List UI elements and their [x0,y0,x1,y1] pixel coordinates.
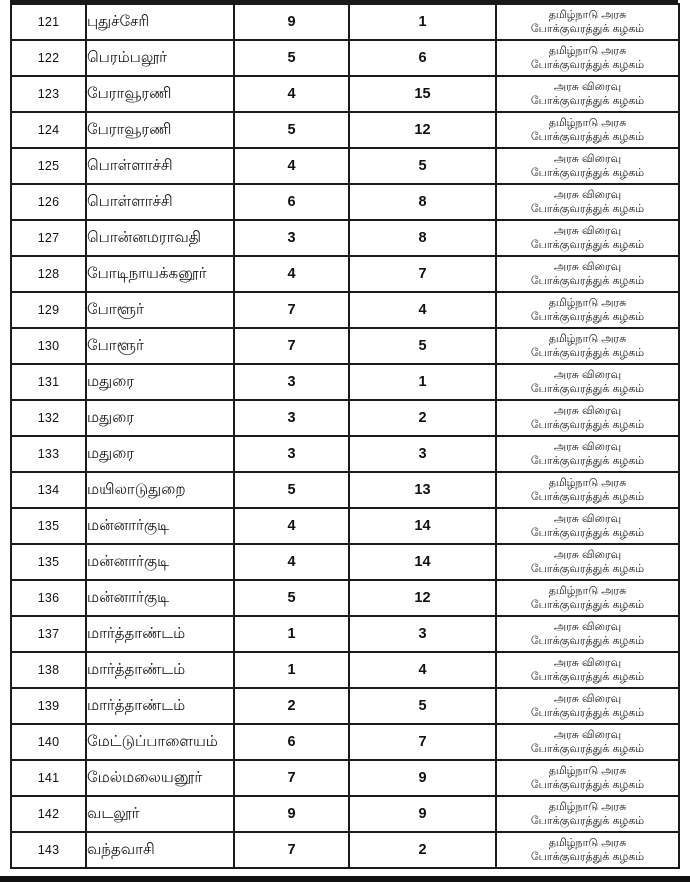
corporation-line-1: தமிழ்நாடு அரசு [548,476,627,489]
count-b-cell: 5 [349,148,496,184]
place-name-cell: மேட்டுப்பாளையம் [86,724,234,760]
table-row [11,724,679,760]
count-b-cell: 9 [349,796,496,832]
count-a-cell: 4 [234,256,349,292]
place-name-cell: பெரம்பலூர் [86,40,234,76]
count-a-cell: 2 [234,688,349,724]
table-row [11,580,679,616]
place-name-cell: வடலூர் [86,796,234,832]
table-row [11,760,679,796]
transport-corporation-cell [496,220,679,256]
serial-number-cell: 138 [11,652,86,688]
count-b-cell: 4 [349,652,496,688]
count-b-cell: 14 [349,508,496,544]
corporation-line-2: போக்குவரத்துக் கழகம் [530,23,645,35]
serial-number-cell: 128 [11,256,86,292]
count-a-cell: 5 [234,472,349,508]
place-name-cell: பொள்ளாச்சி [86,148,234,184]
count-b-cell: 4 [349,292,496,328]
corporation-line-2: போக்குவரத்துக் கழகம் [530,635,645,647]
corporation-line-2: போக்குவரத்துக் கழகம் [530,347,645,359]
corporation-line-2: போக்குவரத்துக் கழகம் [530,167,645,179]
transport-corporation-cell [496,400,679,436]
corporation-line-2: போக்குவரத்துக் கழகம் [530,239,645,251]
serial-number-cell: 135 [11,508,86,544]
count-a-cell: 3 [234,364,349,400]
corporation-line-1: அரசு விரைவு [553,728,622,741]
count-b-cell: 2 [349,832,496,868]
table-row [11,796,679,832]
transport-corporation-cell [496,580,679,616]
table-row [11,4,679,40]
table-row [11,832,679,868]
corporation-line-2: போக்குவரத்துக் கழகம் [530,383,645,395]
place-name-cell: போடிநாயக்கனூர் [86,256,234,292]
table-row [11,472,679,508]
table-row [11,112,679,148]
serial-number-cell: 133 [11,436,86,472]
transport-corporation-cell [496,328,679,364]
transport-corporation-cell [496,292,679,328]
corporation-line-2: போக்குவரத்துக் கழகம் [530,275,645,287]
serial-number-cell: 121 [11,4,86,40]
corporation-line-1: அரசு விரைவு [553,260,622,273]
transport-corporation-cell [496,544,679,580]
table-row [11,292,679,328]
count-b-cell: 12 [349,112,496,148]
transport-corporation-cell [496,436,679,472]
table-bottom-clip [0,876,690,882]
place-name-cell: மார்த்தாண்டம் [86,652,234,688]
table-row [11,184,679,220]
place-name-cell: பேராவூரணி [86,76,234,112]
transport-corporation-cell [496,832,679,868]
transport-corporation-cell [496,796,679,832]
count-a-cell: 7 [234,832,349,868]
count-a-cell: 1 [234,616,349,652]
count-b-cell: 8 [349,220,496,256]
place-name-cell: மதுரை [86,364,234,400]
place-name-cell: போளூர் [86,328,234,364]
count-b-cell: 12 [349,580,496,616]
corporation-line-2: போக்குவரத்துக் கழகம் [530,95,645,107]
corporation-line-2: போக்குவரத்துக் கழகம் [530,203,645,215]
count-b-cell: 8 [349,184,496,220]
table-row [11,616,679,652]
serial-number-cell: 134 [11,472,86,508]
corporation-line-1: அரசு விரைவு [553,152,622,165]
corporation-line-2: போக்குவரத்துக் கழகம் [530,743,645,755]
count-a-cell: 4 [234,508,349,544]
count-a-cell: 4 [234,148,349,184]
corporation-line-1: தமிழ்நாடு அரசு [548,800,627,813]
serial-number-cell: 141 [11,760,86,796]
count-b-cell: 14 [349,544,496,580]
serial-number-cell: 126 [11,184,86,220]
count-a-cell: 3 [234,400,349,436]
serial-number-cell: 127 [11,220,86,256]
corporation-line-2: போக்குவரத்துக் கழகம் [530,455,645,467]
count-a-cell: 6 [234,724,349,760]
table-row [11,508,679,544]
place-name-cell: மார்த்தாண்டம் [86,688,234,724]
transport-corporation-cell [496,760,679,796]
corporation-line-2: போக்குவரத்துக் கழகம் [530,419,645,431]
corporation-line-2: போக்குவரத்துக் கழகம் [530,491,645,503]
place-name-cell: மயிலாடுதுறை [86,472,234,508]
count-b-cell: 9 [349,760,496,796]
transport-corporation-cell [496,256,679,292]
serial-number-cell: 132 [11,400,86,436]
corporation-line-1: தமிழ்நாடு அரசு [548,836,627,849]
corporation-line-1: தமிழ்நாடு அரசு [548,44,627,57]
serial-number-cell: 140 [11,724,86,760]
transport-corporation-cell [496,40,679,76]
table-row [11,328,679,364]
count-b-cell: 13 [349,472,496,508]
corporation-line-1: அரசு விரைவு [553,548,622,561]
corporation-line-1: அரசு விரைவு [553,368,622,381]
corporation-line-1: தமிழ்நாடு அரசு [548,332,627,345]
corporation-line-1: தமிழ்நாடு அரசு [548,584,627,597]
corporation-line-2: போக்குவரத்துக் கழகம் [530,779,645,791]
transport-corporation-cell [496,148,679,184]
count-a-cell: 3 [234,220,349,256]
corporation-line-2: போக்குவரத்துக் கழகம் [530,599,645,611]
count-b-cell: 7 [349,256,496,292]
table-row [11,688,679,724]
count-b-cell: 3 [349,616,496,652]
count-a-cell: 5 [234,40,349,76]
count-a-cell: 6 [234,184,349,220]
corporation-line-2: போக்குவரத்துக் கழகம் [530,707,645,719]
corporation-line-1: அரசு விரைவு [553,224,622,237]
corporation-line-2: போக்குவரத்துக் கழகம் [530,59,645,71]
transport-corporation-cell [496,76,679,112]
place-name-cell: மன்னார்குடி [86,580,234,616]
table-row [11,148,679,184]
serial-number-cell: 125 [11,148,86,184]
count-a-cell: 7 [234,328,349,364]
table-row [11,652,679,688]
transport-corporation-cell [496,724,679,760]
count-a-cell: 9 [234,4,349,40]
count-b-cell: 5 [349,688,496,724]
table-row [11,256,679,292]
transport-corporation-cell [496,112,679,148]
corporation-line-1: தமிழ்நாடு அரசு [548,116,627,129]
transport-corporation-cell [496,616,679,652]
corporation-line-1: அரசு விரைவு [553,620,622,633]
corporation-line-2: போக்குவரத்துக் கழகம் [530,131,645,143]
count-a-cell: 5 [234,112,349,148]
place-name-cell: மன்னார்குடி [86,544,234,580]
transport-corporation-cell [496,472,679,508]
transport-corporation-cell [496,688,679,724]
corporation-line-1: அரசு விரைவு [553,512,622,525]
count-b-cell: 2 [349,400,496,436]
place-name-cell: வந்தவாசி [86,832,234,868]
corporation-line-2: போக்குவரத்துக் கழகம் [530,563,645,575]
corporation-line-1: அரசு விரைவு [553,188,622,201]
serial-number-cell: 122 [11,40,86,76]
corporation-line-1: தமிழ்நாடு அரசு [548,296,627,309]
table-row [11,76,679,112]
serial-number-cell: 124 [11,112,86,148]
corporation-line-1: அரசு விரைவு [553,404,622,417]
place-name-cell: பொன்னமராவதி [86,220,234,256]
count-b-cell: 3 [349,436,496,472]
transport-corporation-cell [496,652,679,688]
place-name-cell: புதுச்சேரி [86,4,234,40]
place-name-cell: மார்த்தாண்டம் [86,616,234,652]
serial-number-cell: 123 [11,76,86,112]
corporation-line-2: போக்குவரத்துக் கழகம் [530,815,645,827]
place-name-cell: மதுரை [86,436,234,472]
table-row [11,364,679,400]
place-name-cell: பேராவூரணி [86,112,234,148]
serial-number-cell: 129 [11,292,86,328]
count-a-cell: 1 [234,652,349,688]
count-a-cell: 7 [234,760,349,796]
serial-number-cell: 143 [11,832,86,868]
serial-number-cell: 136 [11,580,86,616]
table-row [11,544,679,580]
table-row [11,400,679,436]
corporation-line-2: போக்குவரத்துக் கழகம் [530,311,645,323]
route-table-body [11,4,679,868]
transport-corporation-cell [496,184,679,220]
corporation-line-2: போக்குவரத்துக் கழகம் [530,671,645,683]
count-a-cell: 3 [234,436,349,472]
place-name-cell: மதுரை [86,400,234,436]
corporation-line-1: அரசு விரைவு [553,692,622,705]
corporation-line-2: போக்குவரத்துக் கழகம் [530,527,645,539]
count-a-cell: 5 [234,580,349,616]
serial-number-cell: 139 [11,688,86,724]
serial-number-cell: 131 [11,364,86,400]
count-b-cell: 1 [349,364,496,400]
corporation-line-1: தமிழ்நாடு அரசு [548,764,627,777]
serial-number-cell: 130 [11,328,86,364]
count-b-cell: 5 [349,328,496,364]
corporation-line-1: அரசு விரைவு [553,440,622,453]
serial-number-cell: 137 [11,616,86,652]
place-name-cell: மேல்மலையனூர் [86,760,234,796]
place-name-cell: மன்னார்குடி [86,508,234,544]
place-name-cell: போளூர் [86,292,234,328]
corporation-line-2: போக்குவரத்துக் கழகம் [530,851,645,863]
table-row [11,40,679,76]
corporation-line-1: அரசு விரைவு [553,80,622,93]
count-a-cell: 4 [234,76,349,112]
transport-corporation-cell [496,508,679,544]
route-table-container [10,3,678,869]
serial-number-cell: 135 [11,544,86,580]
count-b-cell: 1 [349,4,496,40]
count-a-cell: 4 [234,544,349,580]
count-a-cell: 7 [234,292,349,328]
place-name-cell: பொள்ளாச்சி [86,184,234,220]
transport-corporation-cell [496,364,679,400]
corporation-line-1: அரசு விரைவு [553,656,622,669]
table-row [11,436,679,472]
bus-route-table [10,3,680,869]
table-row [11,220,679,256]
count-a-cell: 9 [234,796,349,832]
corporation-line-1: தமிழ்நாடு அரசு [548,8,627,21]
count-b-cell: 6 [349,40,496,76]
count-b-cell: 15 [349,76,496,112]
count-b-cell: 7 [349,724,496,760]
transport-corporation-cell [496,4,679,40]
serial-number-cell: 142 [11,796,86,832]
